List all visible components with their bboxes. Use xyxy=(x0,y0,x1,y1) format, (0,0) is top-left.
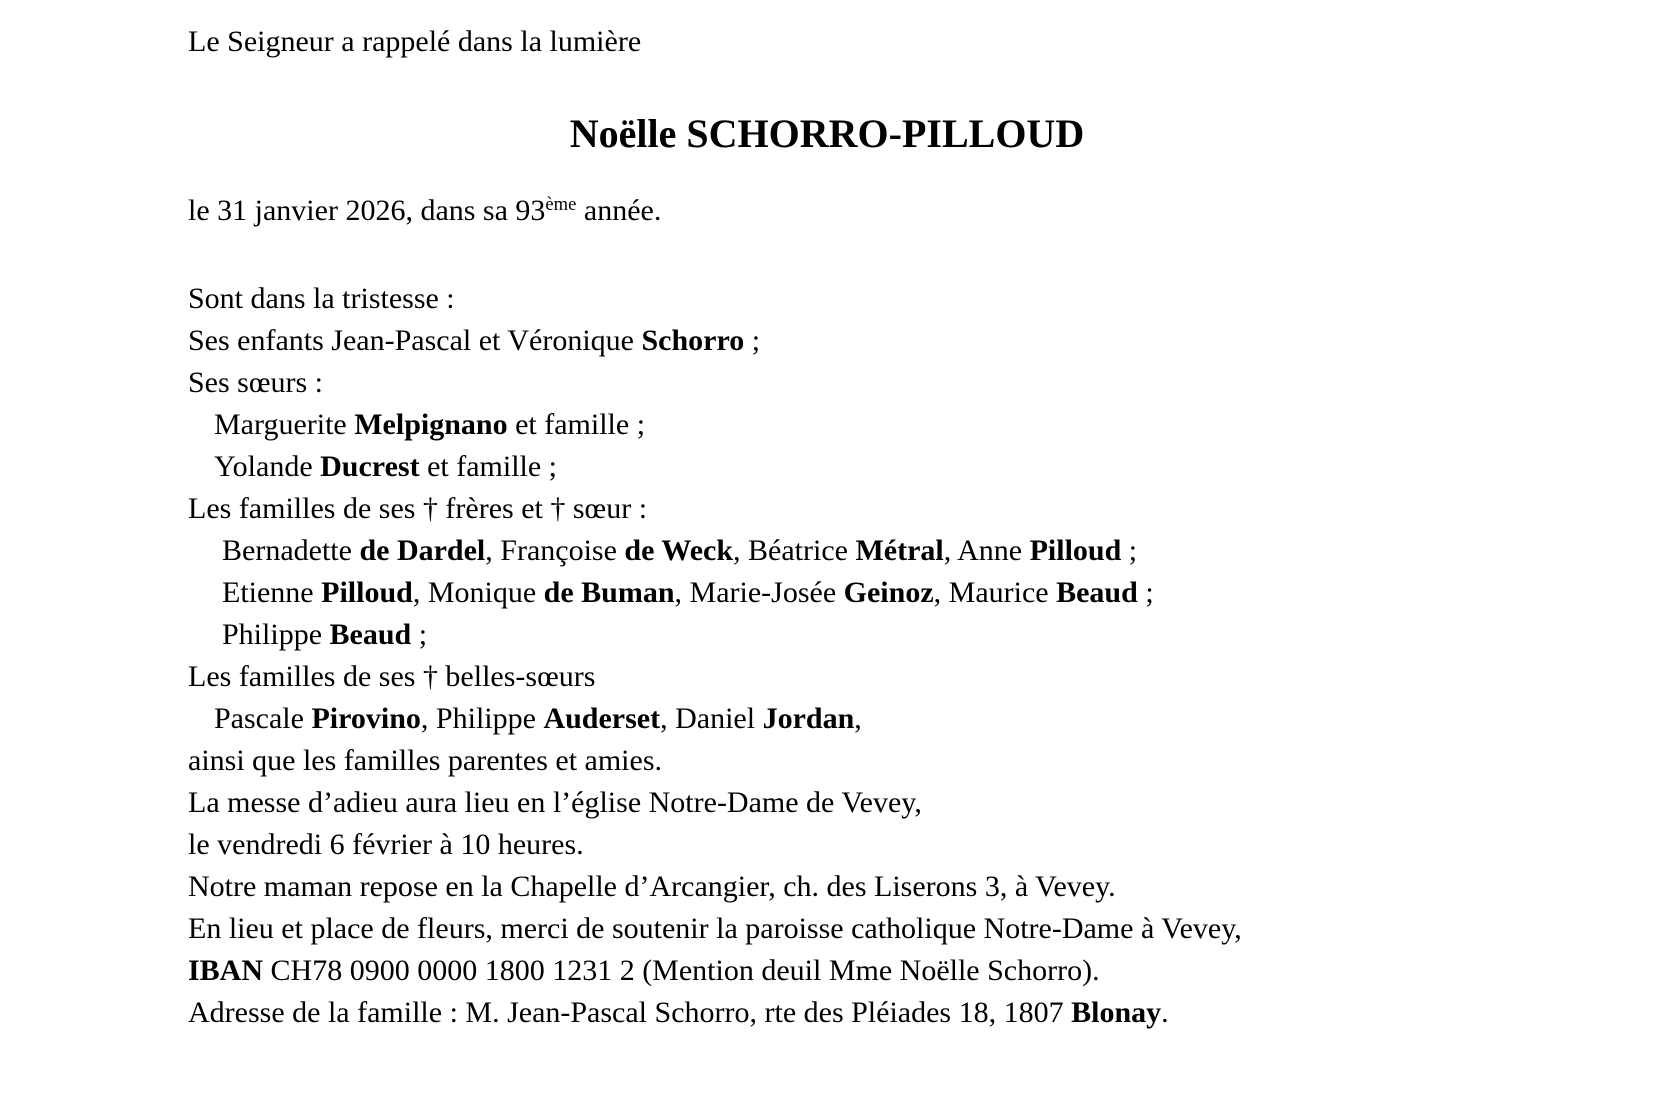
notice-line xyxy=(188,446,1466,488)
ordinal-superscript: ème xyxy=(545,193,577,215)
text-segment: année. xyxy=(576,194,662,227)
notice-line xyxy=(188,866,1466,908)
text-segment: Marguerite xyxy=(214,408,355,441)
notice-line xyxy=(188,530,1466,572)
emphasized-name: IBAN xyxy=(188,954,264,987)
text-segment: , Marie-Josée xyxy=(674,576,844,609)
text-segment: , Daniel xyxy=(660,702,763,735)
text-segment: Bernadette xyxy=(222,534,360,567)
notice-line xyxy=(188,362,1466,404)
notice-line xyxy=(188,950,1466,992)
text-segment: le vendredi 6 février à 10 heures. xyxy=(188,828,584,861)
notice-line xyxy=(188,740,1466,782)
notice-line xyxy=(188,278,1466,320)
text-segment: , Monique xyxy=(412,576,544,609)
notice-line xyxy=(188,908,1466,950)
text-segment: Ses sœurs : xyxy=(188,366,324,399)
text-segment: le 31 janvier 2026, dans sa 93 xyxy=(188,194,546,227)
emphasized-name: Pilloud xyxy=(1029,534,1122,567)
notice-line xyxy=(188,698,1466,740)
notice-line xyxy=(188,824,1466,866)
emphasized-name: Schorro xyxy=(641,324,745,357)
emphasized-name: Ducrest xyxy=(320,450,420,483)
emphasized-name: Blonay xyxy=(1071,996,1162,1029)
emphasized-name: de Weck xyxy=(624,534,734,567)
emphasized-name: Pilloud xyxy=(321,576,413,609)
emphasized-name: Beaud xyxy=(329,618,412,651)
notice-line xyxy=(188,992,1466,1034)
death-date-line xyxy=(188,190,1466,236)
text-segment: , xyxy=(854,702,862,735)
emphasized-name: de Dardel xyxy=(359,534,486,567)
text-segment: Ses enfants Jean-Pascal et Véronique xyxy=(188,324,642,357)
notice-line xyxy=(188,404,1466,446)
text-segment: ; xyxy=(1137,576,1154,609)
notice-line xyxy=(188,572,1466,614)
emphasized-name: Auderset xyxy=(543,702,661,735)
text-segment: , Béatrice xyxy=(733,534,856,567)
text-segment: CH78 0900 0000 1800 1231 2 (Mention deuil Mme Noëlle Schorro). xyxy=(263,954,1100,987)
text-segment: Pascale xyxy=(214,702,312,735)
text-segment: Philippe xyxy=(222,618,330,651)
notice-line xyxy=(188,320,1466,362)
deceased-name: Noëlle SCHORRO-PILLOUD xyxy=(569,111,1085,156)
text-segment: ; xyxy=(411,618,428,651)
text-segment: , Maurice xyxy=(933,576,1057,609)
emphasized-name: Pirovino xyxy=(311,702,421,735)
notice-line xyxy=(188,488,1466,530)
text-segment: Notre maman repose en la Chapelle d’Arcangier, ch. des Liserons 3, à Vevey. xyxy=(188,870,1116,903)
emphasized-name: Métral xyxy=(855,534,944,567)
text-segment: et famille ; xyxy=(419,450,558,483)
text-segment: , Philippe xyxy=(420,702,544,735)
text-segment: Sont dans la tristesse : xyxy=(188,282,455,315)
emphasized-name: Geinoz xyxy=(843,576,934,609)
text-segment: Les familles de ses † belles-sœurs xyxy=(188,660,596,693)
text-segment: En lieu et place de fleurs, merci de soutenir la paroisse catholique Notre-Dame à Vevey, xyxy=(188,912,1242,945)
emphasized-name: de Buman xyxy=(543,576,675,609)
text-segment: Etienne xyxy=(222,576,322,609)
notice-line xyxy=(188,782,1466,824)
intro-line: Le Seigneur a rappelé dans la lumière xyxy=(188,25,642,58)
text-segment: ainsi que les familles parentes et amies. xyxy=(188,744,663,777)
text-segment: ; xyxy=(744,324,761,357)
text-segment: ; xyxy=(1121,534,1138,567)
notice-body xyxy=(188,278,1466,1034)
notice-line xyxy=(188,614,1466,656)
text-segment: Les familles de ses † frères et † sœur : xyxy=(188,492,648,525)
emphasized-name: Melpignano xyxy=(354,408,508,441)
text-segment: , Anne xyxy=(943,534,1030,567)
text-segment: Adresse de la famille : M. Jean-Pascal Schorro, rte des Pléiades 18, 1807 xyxy=(188,996,1072,1029)
text-segment: La messe d’adieu aura lieu en l’église Notre-Dame de Vevey, xyxy=(188,786,922,819)
emphasized-name: Beaud xyxy=(1056,576,1138,609)
text-segment: , Françoise xyxy=(485,534,625,567)
text-segment: et famille ; xyxy=(507,408,646,441)
emphasized-name: Jordan xyxy=(762,702,855,735)
notice-line xyxy=(188,656,1466,698)
text-segment: . xyxy=(1161,996,1169,1029)
text-segment: Yolande xyxy=(214,450,321,483)
